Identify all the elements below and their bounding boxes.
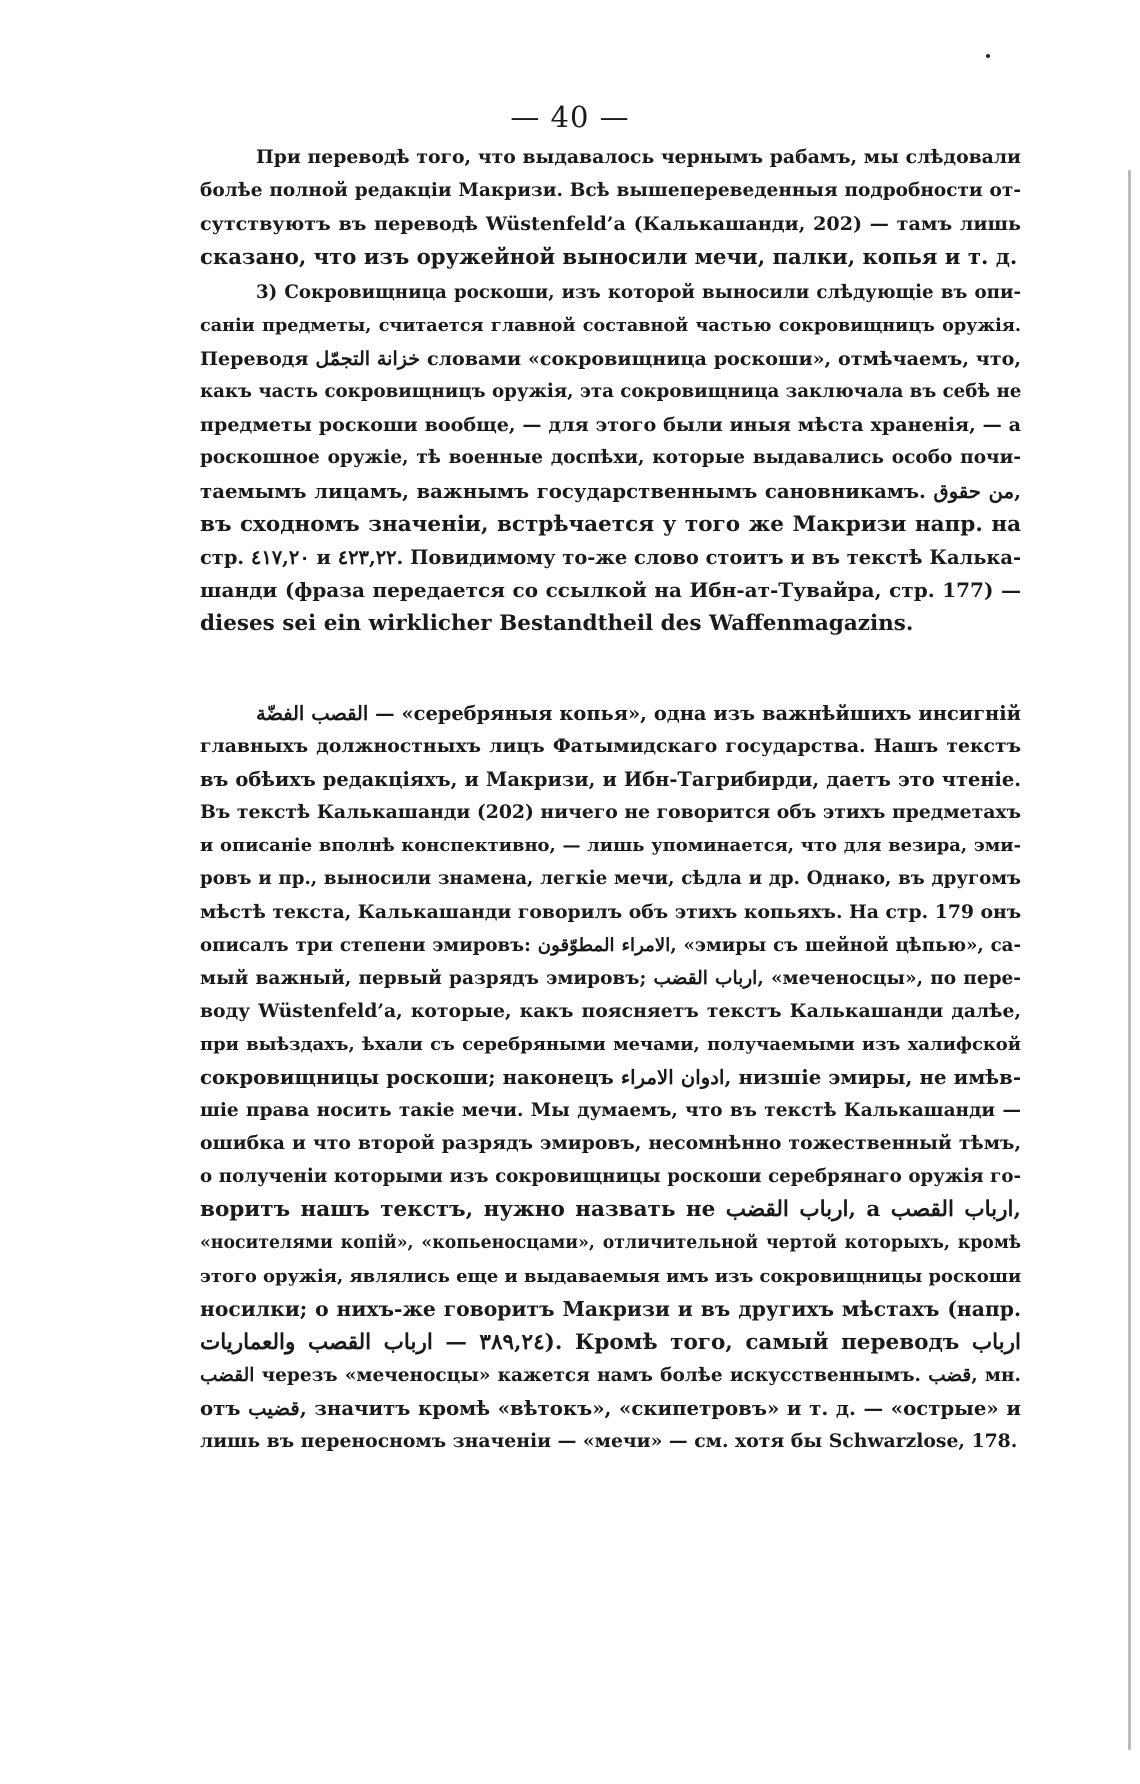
text-line: этого оружія, являлись еще и выдаваемыя имъ изъ сокровищницы роскоши [200, 1265, 1022, 1287]
text-line: 3) Сокровищница роскоши, изъ которой выносили слѣдующіе въ опи- [256, 282, 1021, 303]
text-line: при выѣздахъ, ѣхали съ серебряными мечами, получаемыми изъ халифской [200, 1033, 1021, 1055]
scan-edge-shadow [1128, 170, 1131, 1750]
text-line: саніи предметы, считается главной составной частью сокровищницъ оружія. [200, 315, 1021, 337]
text-line: сутствуютъ въ переводѣ Wüstenfeld’a (Калькашанди, 202) — тамъ лишь [200, 212, 1021, 236]
text-line: мѣстѣ текста, Калькашанди говорилъ объ этихъ копьяхъ. На стр. 179 онъ [200, 900, 1022, 923]
text-line: предметы роскоши вообще, — для этого были иныя мѣста храненія, — а [200, 413, 1021, 437]
text-line: и описаніе вполнѣ конспективно, — лишь упоминается, что для везира, эми- [200, 835, 1021, 857]
text-line: воритъ нашъ текстъ, нужно назвать не ارباب القضب, а ارباب القصب, [200, 1197, 1022, 1223]
paragraph-1 [200, 141, 1021, 273]
text-line: отъ قضيب, значитъ кромѣ «вѣтокъ», «скипетровъ» и т. д. — «острые» и [200, 1396, 1021, 1420]
text-line: Переводя خزانة التجمّل словами «сокровищница роскоши», отмѣчаемъ, что, [200, 347, 1021, 371]
text-line: ٣٨٩,٢٤ — ارباب القصب والعماريات). Кромѣ того, самый переводъ ارباب [200, 1329, 1021, 1355]
text-line: въ сходномъ значеніи, встрѣчается у того же Макризи напр. на [200, 511, 1021, 537]
text-line: какъ часть сокровищницъ оружія, эта сокровищница заключала въ себѣ не [200, 381, 1022, 403]
text-line: Въ текстѣ Калькашанди (202) ничего не говорится объ этихъ предметахъ [200, 801, 1021, 824]
text-line: стр. ٤١٧,٢٠ и ٤٢٣,٢٢. Повидимому то-же слово стоитъ и въ текстѣ Калька- [200, 545, 1021, 569]
text-line: роскошное оружіе, тѣ военные доспѣхи, которые выдавались особо почи- [200, 447, 1021, 469]
text-line: «носителями копій», «копьеносцами», отличительной чертой которыхъ, кромѣ [200, 1232, 1021, 1253]
text-line: шанди (фраза передается со ссылкой на Ибн-ат-Тувайра, стр. 177) — [200, 577, 1021, 602]
text-line: воду Wüstenfeld’a, которые, какъ поясняетъ текстъ Калькашанди далѣе, [200, 999, 1021, 1022]
paragraph-2 [200, 276, 1021, 640]
paragraph-3 [200, 697, 1021, 1458]
ink-speck [986, 54, 990, 58]
text-line: القضب черезъ «меченосцы» кажется намъ болѣе искусственнымъ. قضب, мн. [200, 1364, 1021, 1386]
text-line: шіе права носить такіе мечи. Мы думаемъ, что въ текстѣ Калькашанди — [200, 1100, 1021, 1122]
text-line: описалъ три степени эмировъ: الامراء المطوّقون, «эмиры съ шейной цѣпью», са- [200, 934, 1021, 956]
text-line: главныхъ должностныхъ лицъ Фатымидскаго государства. Нашъ текстъ [200, 735, 1021, 758]
text-line: мый важный, первый разрядъ эмировъ; ارباب القضب, «меченосцы», по пере- [200, 967, 1021, 989]
page-number: — 40 — [510, 100, 630, 134]
text-line: въ обѣихъ редакціяхъ, и Макризи, и Ибн-Тагрибирди, даетъ это чтеніе. [200, 768, 1021, 792]
text-line: носилки; о нихъ-же говоритъ Макризи и въ другихъ мѣстахъ (напр. [200, 1296, 1021, 1321]
text-line: сказано, что изъ оружейной выносили мечи, палки, копья и т. д. [200, 244, 1018, 270]
text-line: о полученіи которыми изъ сокровищницы роскоши серебрянаго оружія го- [200, 1166, 1021, 1188]
text-line: ошибка и что второй разрядъ эмировъ, несомнѣнно тожественный тѣмъ, [200, 1132, 1021, 1155]
text-line: таемымъ лицамъ, важнымъ государственнымъ сановникамъ. من حقوق, [200, 479, 1022, 503]
text-line: болѣе полной редакціи Макризи. Всѣ вышепереведенныя подробности от- [200, 180, 1021, 202]
text-line: القصب الفضّة — «серебряныя копья», одна изъ важнѣйшихъ инсигній [256, 702, 1021, 725]
text-line: сокровищницы роскоши; наконецъ ادوان الامراء, низшіе эмиры, не имѣв- [200, 1066, 1021, 1090]
text-line: ровъ и пр., выносили знамена, легкіе мечи, сѣдла и др. Однако, въ другомъ [200, 868, 1021, 890]
text-line: dieses sei ein wirklicher Bestandtheil des Waffenmagazins. [200, 610, 914, 636]
text-line: При переводѣ того, что выдавалось чернымъ рабамъ, мы слѣдовали [256, 146, 1021, 168]
text-line: лишь въ переносномъ значеніи — «мечи» — см. хотя бы Schwarzlose, 178. [200, 1430, 1018, 1453]
